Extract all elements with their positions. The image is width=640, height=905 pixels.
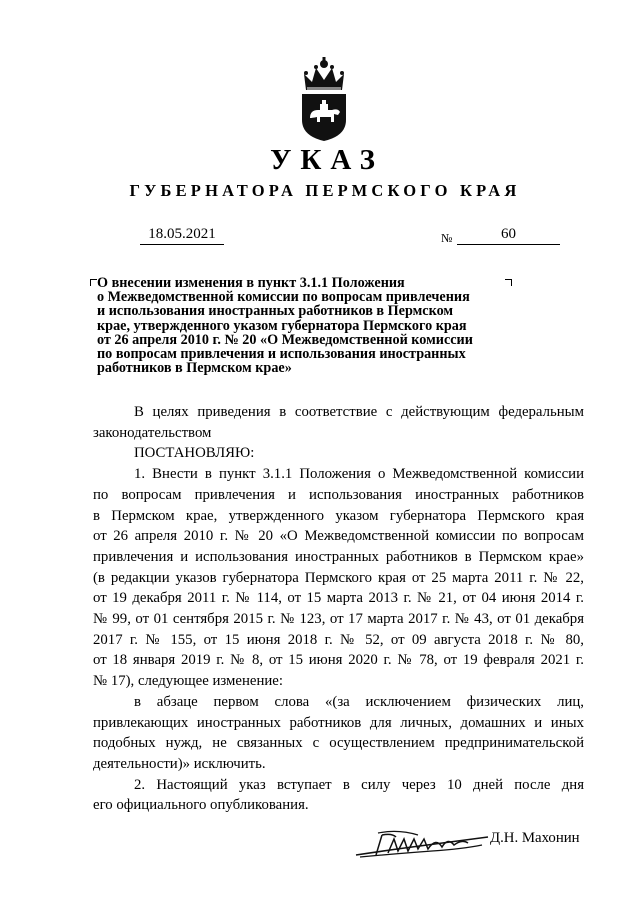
body-line: от 26 апреля 2010 г. № 20 «О Межведомственной комиссии по вопросам: [93, 528, 584, 545]
perm-krai-coat-of-arms-icon: [296, 56, 352, 142]
signer-name: Д.Н. Махонин: [490, 830, 580, 846]
body-line: деятельности)» исключить.: [93, 755, 266, 772]
document-number: 60: [457, 226, 560, 245]
issuer-heading: ГУБЕРНАТОРА ПЕРМСКОГО КРАЯ: [129, 181, 521, 200]
body-line: его официального опубликования.: [93, 797, 309, 814]
body-line: в Пермском крае, утвержденного указом губернатора Пермского края: [93, 507, 584, 524]
body-line: от 19 декабря 2011 г. № 114, от 15 марта 2013 г. № 21, от 04 июня 2014 г.: [93, 590, 584, 607]
title-line: крае, утвержденного указом губернатора Пермского края: [97, 317, 467, 334]
body-line: привлечения и использования иностранных работников в Пермском крае»: [93, 548, 584, 565]
handwritten-signature-icon: [352, 829, 492, 863]
body-line: привлекающих иностранных работников для личных, домашних и иных: [93, 714, 584, 731]
document-title: [92, 276, 512, 375]
title-line: и использования иностранных работников в Пермском: [97, 303, 454, 320]
title-line: от 26 апреля 2010 г. № 20 «О Межведомственной комиссии: [97, 331, 473, 348]
title-line: о Межведомственной комиссии по вопросам привлечения: [97, 289, 470, 306]
body-line: по вопросам привлечения и использования иностранных работников: [93, 486, 584, 503]
body-line: № 99, от 01 сентября 2015 г. № 123, от 17 марта 2017 г. № 43, от 01 декабря: [93, 611, 584, 628]
number-sign: №: [441, 231, 453, 245]
body-line: подобных нужд, не связанных с осуществлением предпринимательской: [93, 735, 584, 752]
title-line: О внесении изменения в пункт 3.1.1 Положения: [97, 275, 405, 291]
body-line: в абзаце первом слова «(за исключением физических лиц,: [134, 693, 584, 710]
document-type-heading: УКАЗ: [270, 144, 384, 176]
title-line: работников в Пермском крае»: [97, 360, 292, 377]
body-line: (в редакции указов губернатора Пермского края от 25 марта 2011 г. № 22,: [93, 569, 584, 586]
document-date: 18.05.2021: [140, 226, 224, 245]
body-line: 1. Внести в пункт 3.1.1 Положения о Межведомственной комиссии: [134, 466, 584, 483]
body-line: от 18 января 2019 г. № 8, от 15 июня 2020 г. № 78, от 19 февраля 2021 г.: [93, 652, 584, 669]
body-line: законодательством: [93, 424, 212, 441]
document-body: [93, 402, 584, 816]
body-line: 2. Настоящий указ вступает в силу через 10 дней после дня: [134, 776, 584, 793]
decree-keyword: ПОСТАНОВЛЯЮ:: [134, 445, 255, 462]
body-line: 2017 г. № 155, от 15 июня 2018 г. № 52, от 09 августа 2018 г. № 80,: [93, 631, 584, 648]
title-line: по вопросам привлечения и использования иностранных: [97, 346, 466, 363]
body-line: В целях приведения в соответствие с действующим федеральным: [134, 404, 584, 420]
body-line: № 17), следующее изменение:: [93, 673, 283, 690]
